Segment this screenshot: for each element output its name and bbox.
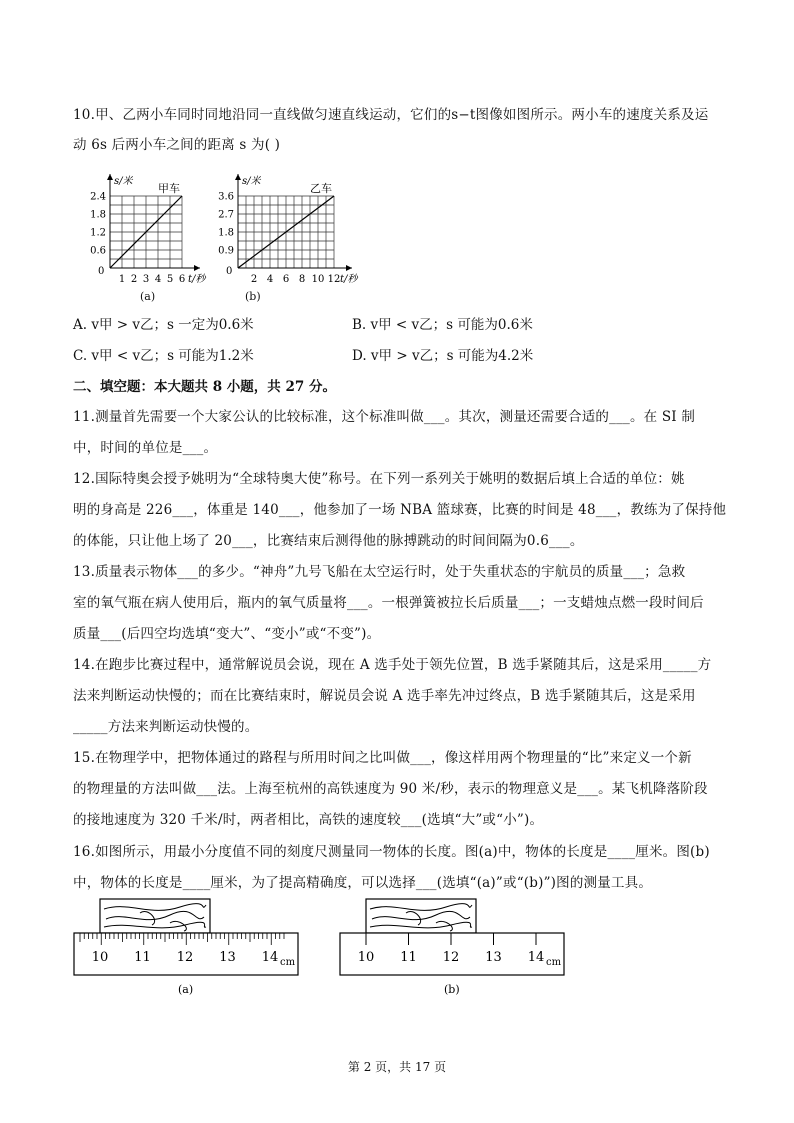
graph-a-ytick-label: 2.4 — [90, 191, 106, 203]
q11-line1: 11.测量首先需要一个大家公认的比较标准，这个标准叫做___。其次，测量还需要合适的___。在 SI 制 — [73, 409, 696, 425]
graph-b-xtick-label: 2 — [250, 274, 258, 285]
ruler-a-tick-label: 10 — [91, 950, 109, 965]
q15-line1: 15.在物理学中，把物体通过的路程与所用时间之比叫做___，像这样用两个物理量的“比”来定义一个新 — [73, 750, 692, 766]
graph-b-x-arrow — [346, 265, 352, 271]
graph-b-xtick-label: 8 — [298, 274, 306, 285]
graph-b-ylabel: s/米 — [242, 176, 261, 187]
q13-line3: 质量___(后四空均选填“变大”、“变小”或“不变”)。 — [73, 626, 381, 642]
graph-b-series-name: 乙车 — [310, 182, 332, 195]
graph-a-origin-label: 0 — [98, 266, 105, 277]
q10-line1: 10.甲、乙两小车同时同地沿同一直线做匀速直线运动，它们的s−t图像如图所示。两小车的速度关系及运 — [73, 107, 709, 123]
graph-a-xtick-label: 6 — [178, 274, 186, 285]
q14-line1: 14.在跑步比赛过程中，通常解说员会说，现在 A 选手处于领先位置，B 选手紧随其后，这是采用_____方 — [73, 657, 712, 673]
section-2-heading: 二、填空题：本大题共 8 小题，共 27 分。 — [73, 379, 336, 395]
graph-b-ytick-label: 3.6 — [218, 191, 234, 203]
ruler-b-caption: (b) — [444, 983, 460, 996]
ruler-a-tick-label: 12 — [176, 950, 194, 965]
graph-b-ytick-label: 1.8 — [218, 227, 234, 239]
graph-b-xtick-label: 6 — [282, 274, 290, 285]
ruler-a-tick-label: 13 — [219, 950, 236, 965]
graph-b-origin-label: 0 — [226, 266, 233, 277]
ruler-figure-a — [72, 895, 304, 1000]
ruler-b-tick-label: 10 — [357, 950, 375, 965]
ruler-b-tick-label: 12 — [442, 950, 460, 965]
q14-line2: 法来判断运动快慢的；而在比赛结束时，解说员会说 A 选手率先冲过终点，B 选手紧随其后，这是采用 — [73, 688, 696, 704]
graph-b-y-arrow — [235, 174, 241, 180]
graph-b-ytick-label: 2.7 — [218, 209, 234, 221]
q10-option-c: C. v甲 < v乙；s 可能为1.2米 — [73, 348, 254, 364]
graph-a-xtick-label: 4 — [154, 274, 162, 285]
graph-b — [212, 158, 382, 288]
ruler-figure-b — [338, 895, 570, 1000]
q12-line3: 的体能，只让他上场了 20___，比赛结束后测得他的脉搏跳动的时间间隔为0.6___。 — [73, 533, 584, 549]
graph-a-ytick-label: 0.6 — [90, 245, 106, 257]
ruler-b-unit-label: cm — [546, 957, 562, 968]
graph-a-xlabel: t/秒 — [188, 274, 206, 285]
graph-a-ytick-label: 1.8 — [90, 209, 106, 221]
graph-a-series-name: 甲车 — [158, 182, 180, 195]
q12-line1: 12.国际特奥会授予姚明为“全球特奥大使”称号。在下列一系列关于姚明的数据后填上合适的单位：姚 — [73, 471, 685, 487]
ruler-b-tick-label: 14 — [527, 950, 545, 965]
q13-line1: 13.质量表示物体___的多少。“神舟”九号飞船在太空运行时，处于失重状态的宇航员的质量___；急救 — [73, 564, 686, 580]
ruler-b-tick-label: 11 — [400, 950, 417, 965]
q11-line2: 中，时间的单位是___。 — [73, 440, 218, 456]
graph-b-ytick-label: 0.9 — [218, 245, 234, 257]
graph-b-xlabel: t/秒 — [340, 274, 358, 285]
q12-line2: 明的身高是 226___，体重是 140___，他参加了一场 NBA 篮球赛，比赛的时间是 48___，教练为了保持他 — [73, 502, 727, 518]
graph-b-caption: (b) — [245, 290, 261, 303]
ruler-a-tick-label: 11 — [134, 950, 151, 965]
q10-option-a: A. v甲 > v乙；s 一定为0.6米 — [73, 317, 254, 333]
q16-line2: 中，物体的长度是____厘米，为了提高精确度，可以选择___(选填“(a)”或“(b)”)图的测量工具。 — [73, 875, 653, 891]
graph-b-xtick-label: 4 — [266, 274, 274, 285]
graph-b-xtick-label: 10 — [311, 274, 325, 285]
q13-line2: 室的氧气瓶在病人使用后，瓶内的氧气质量将___。一根弹簧被拉长后质量___；一支蜡烛点燃一段时间后 — [73, 595, 704, 611]
q10-option-b: B. v甲 < v乙；s 可能为0.6米 — [352, 317, 533, 333]
q15-line2: 的物理量的方法叫做___法。上海至杭州的高铁速度为 90 米/秒，表示的物理意义是___。某飞机降落阶段 — [73, 781, 708, 797]
graph-a — [72, 158, 222, 288]
graph-a-xtick-label: 5 — [166, 274, 174, 285]
ruler-a-caption: (a) — [178, 983, 194, 996]
graph-a-xtick-label: 3 — [142, 274, 150, 285]
graph-a-caption: (a) — [140, 290, 156, 303]
graph-a-y-arrow — [107, 174, 113, 180]
ruler-a-unit-label: cm — [280, 957, 296, 968]
graph-a-ylabel: s/米 — [114, 176, 133, 187]
graph-a-ytick-label: 1.2 — [90, 227, 106, 239]
ruler-a-tick-label: 14 — [261, 950, 279, 965]
q10-option-d: D. v甲 > v乙；s 可能为4.2米 — [352, 348, 534, 364]
q15-line3: 的接地速度为 320 千米/时，两者相比，高铁的速度较___(选填“大”或“小”)。 — [73, 812, 544, 828]
graph-a-xtick-label: 1 — [118, 274, 126, 285]
q16-line1: 16.如图所示，用最小分度值不同的刻度尺测量同一物体的长度。图(a)中，物体的长度是____厘米。图(b) — [73, 844, 710, 860]
graph-a-xtick-label: 2 — [130, 274, 138, 285]
page-footer: 第 2 页，共 17 页 — [347, 1060, 447, 1074]
graph-b-xtick-label: 12 — [327, 274, 341, 285]
ruler-b-tick-label: 13 — [485, 950, 502, 965]
graph-a-x-arrow — [194, 265, 200, 271]
q14-line3: _____方法来判断运动快慢的。 — [73, 719, 259, 735]
q10-line2: 动 6s 后两小车之间的距离 s 为( ) — [73, 137, 281, 153]
